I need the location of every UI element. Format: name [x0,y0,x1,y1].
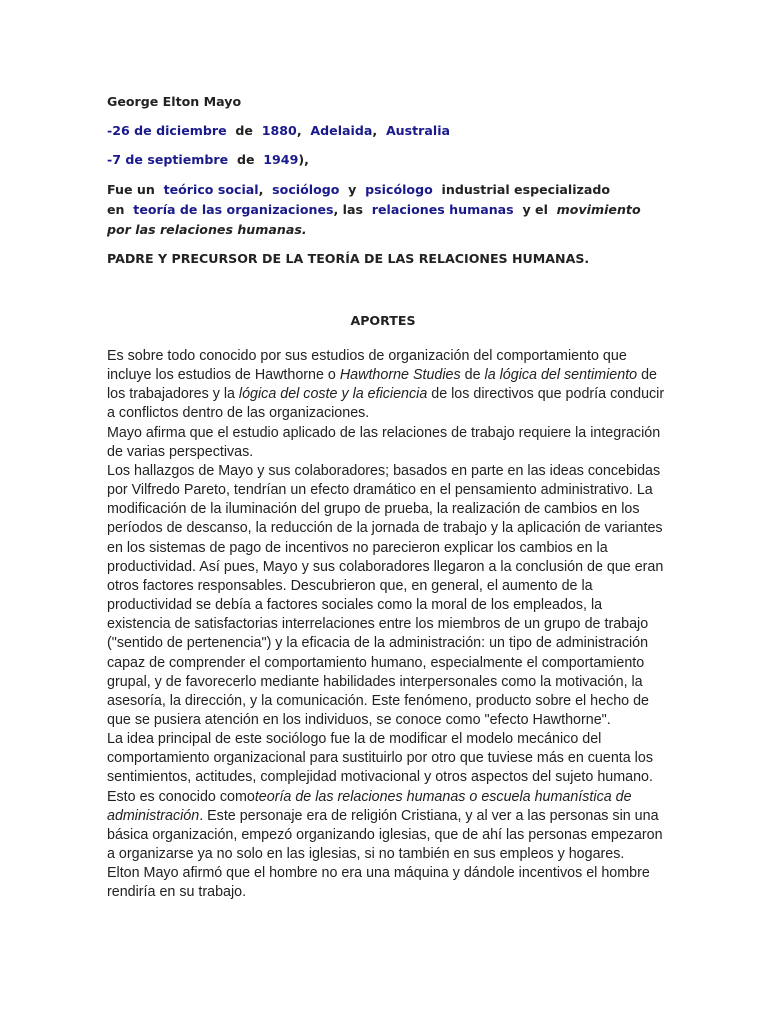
body-paragraph-2: Mayo afirma que el estudio aplicado de las relaciones de trabajo requiere la integración de varias perspectivas. [107,424,661,460]
birth-date-link[interactable]: 26 de diciembre [112,123,227,138]
intro-text-5: en [107,202,125,217]
intro-emphasis-1: movimiento [556,202,641,217]
p1-text-e: de los trabajadores y la [107,367,657,403]
body-paragraph-5 [107,788,667,865]
death-suffix: ), [298,152,309,167]
intro-text-1: Fue un [107,182,155,197]
p1-italic-logica-sentimiento: la lógica del sentimiento [484,367,638,384]
intro-text-3: y [348,182,357,197]
p1-italic-hawthorne-studies: Hawthorne Studies [339,367,461,384]
birth-comma-2: , [372,123,378,138]
link-sociologo[interactable]: sociólogo [272,182,340,197]
death-date-link[interactable]: 7 de septiembre [112,152,229,167]
death-prefix: - [107,152,113,167]
death-de: de [236,152,255,167]
section-title-aportes: APORTES [350,313,416,328]
death-line [107,152,309,167]
p1-text-c: de [460,367,485,384]
birth-year-link[interactable]: 1880 [261,123,297,138]
body-text [107,347,667,903]
intro-text-4: industrial especializado [441,182,611,197]
intro-emphasis-2: por las relaciones humanas [107,222,302,237]
birth-line [107,123,450,138]
person-name: George Elton Mayo [107,94,242,109]
birth-prefix: - [107,123,113,138]
body-paragraph-6: Elton Mayo afirmó que el hombre no era una máquina y dándole incentivos el hombre rendiría en su trabajo. [107,865,650,901]
p5-text-a: Esto es conocido como [107,788,255,805]
p1-text-g: de los directivos que podría conducir a conflictos dentro de las organizaciones. [107,386,665,422]
intro-text-6: , las [333,202,363,217]
birth-comma-1: , [296,123,302,138]
birth-city-link[interactable]: Adelaida [310,123,373,138]
p1-text-a: Es sobre todo conocido por sus estudios de organización del comportamiento que incluye los estudios de Hawthorne o [107,348,627,384]
death-year-link[interactable]: 1949 [263,152,299,167]
intro-text-7: y el [522,202,548,217]
p5-italic-teoria: teoría de las relaciones humanas o escuela humanística de administración [107,788,632,824]
body-paragraph-1 [107,347,667,424]
body-paragraph-4: La idea principal de este sociólogo fue la de modificar el modelo mecánico del comportamiento organizacional para sustituirlo por otro que tuviese más en cuenta los sentimientos, actitudes, complejidad motivacional y otros aspectos del sujeto humano. [107,731,653,786]
intro-period: . [301,222,307,237]
intro-paragraph [107,180,667,240]
p1-italic-logica-coste: lógica del coste y la eficiencia [238,386,428,403]
link-teorico-social[interactable]: teórico social [163,182,259,197]
intro-text-2: , [258,182,264,197]
link-psicologo[interactable]: psicólogo [365,182,433,197]
link-teoria-organizaciones[interactable]: teoría de las organizaciones [133,202,334,217]
tagline: PADRE Y PRECURSOR DE LA TEORÍA DE LAS RELACIONES HUMANAS. [107,251,590,266]
birth-de: de [235,123,253,138]
body-paragraph-3: Los hallazgos de Mayo y sus colaboradores; basados en parte en las ideas concebidas por Vilfredo Pareto, tendrían un efecto dramático en el pensamiento administrativo. La modificación de la iluminación del grupo de prueba, la realización de cambios en los períodos de descanso, la reducción de la jornada de trabajo y la aplicación de variantes en los sistemas de pago de incentivos no parecieron explicar los cambios en la productividad. Así pues, Mayo y sus colaboradores llegaron a la conclusión de que eran otros factores responsables. Descubrieron que, en general, el aumento de la productividad se debía a factores sociales como la moral de los empleados, la existencia de satisfactorias interrelaciones entre los miembros de un grupo de trabajo ("sentido de pertenencia") y la eficacia de la administración: un tipo de administración capaz de comprender el comportamiento humano, especialmente el comportamiento grupal, y de favorecerlo mediante habilidades interpersonales como la motivación, la asesoría, la dirección, y la comunicación. Este fenómeno, producto sobre el hecho de que se pusiera atención en los individuos, se conoce como "efecto Hawthorne". [107,462,664,728]
link-relaciones-humanas[interactable]: relaciones humanas [371,202,514,217]
p5-text-c: . Este personaje era de religión Cristiana, y al ver a las personas sin una básica organización, empezó organizando iglesias, que de ahí las personas empezaron a organizarse ya no solo en las iglesias, si no también en sus empleos y hogares. [107,807,663,863]
birth-country-link[interactable]: Australia [385,123,451,138]
